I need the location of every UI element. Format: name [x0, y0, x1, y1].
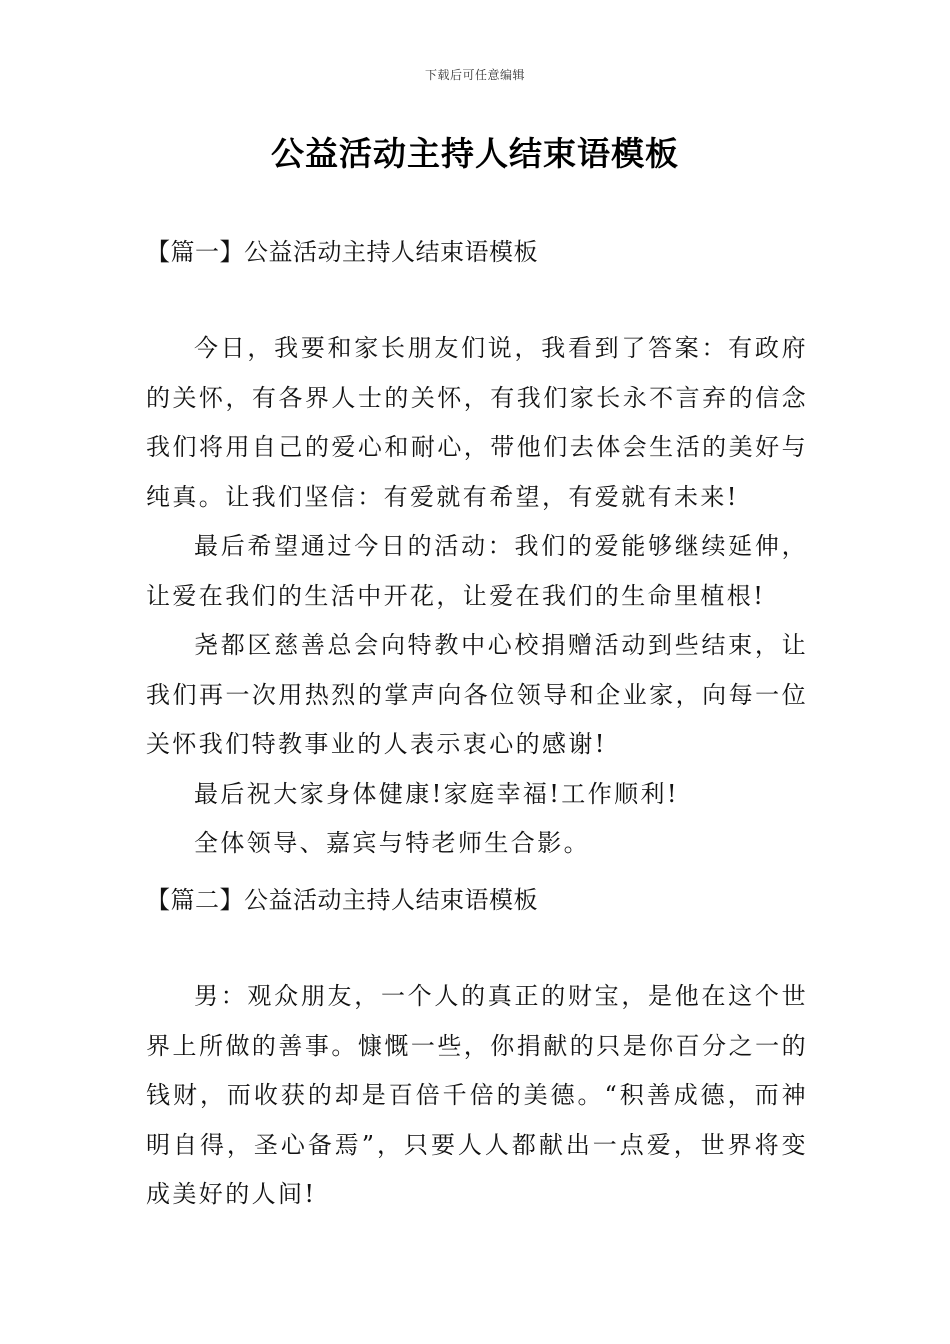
paragraph: 最后希望通过今日的活动：我们的爱能够继续延伸，让爱在我们的生活中开花，让爱在我们的生命里植根! [146, 532, 808, 610]
paragraph: 今日，我要和家长朋友们说，我看到了答案：有政府的关怀，有各界人士的关怀，有我们家长永不言弃的信念我们将用自己的爱心和耐心，带他们去体会生活的美好与纯真。让我们坚信：有爱就有希望，有爱就有未来! [146, 334, 808, 511]
document-title: 公益活动主持人结束语模板 [271, 134, 679, 173]
paragraph: 男：观众朋友，一个人的真正的财宝，是他在这个世界上所做的善事。慷慨一些，你捐献的只是你百分之一的钱财，而收获的却是百倍千倍的美德。“积善成德，而神明自得，圣心备焉”，只要人人都献出一点爱，世界将变成美好的人间! [146, 982, 808, 1208]
section-2-body [146, 972, 808, 1220]
paragraph: 最后祝大家身体健康!家庭幸福!工作顺利! [194, 779, 679, 808]
section-2-heading: 【篇二】公益活动主持人结束语模板 [146, 886, 538, 914]
section-1-heading: 【篇一】公益活动主持人结束语模板 [146, 238, 538, 266]
header-note: 下载后可任意编辑 [424, 68, 525, 82]
paragraph: 尧都区慈善总会向特教中心校捐赠活动到些结束，让我们再一次用热烈的掌声向各位领导和企业家，向每一位关怀我们特教事业的人表示衷心的感谢! [146, 631, 808, 758]
paragraph: 全体领导、嘉宾与特老师生合影。 [194, 829, 590, 857]
section-1-body [146, 324, 808, 869]
